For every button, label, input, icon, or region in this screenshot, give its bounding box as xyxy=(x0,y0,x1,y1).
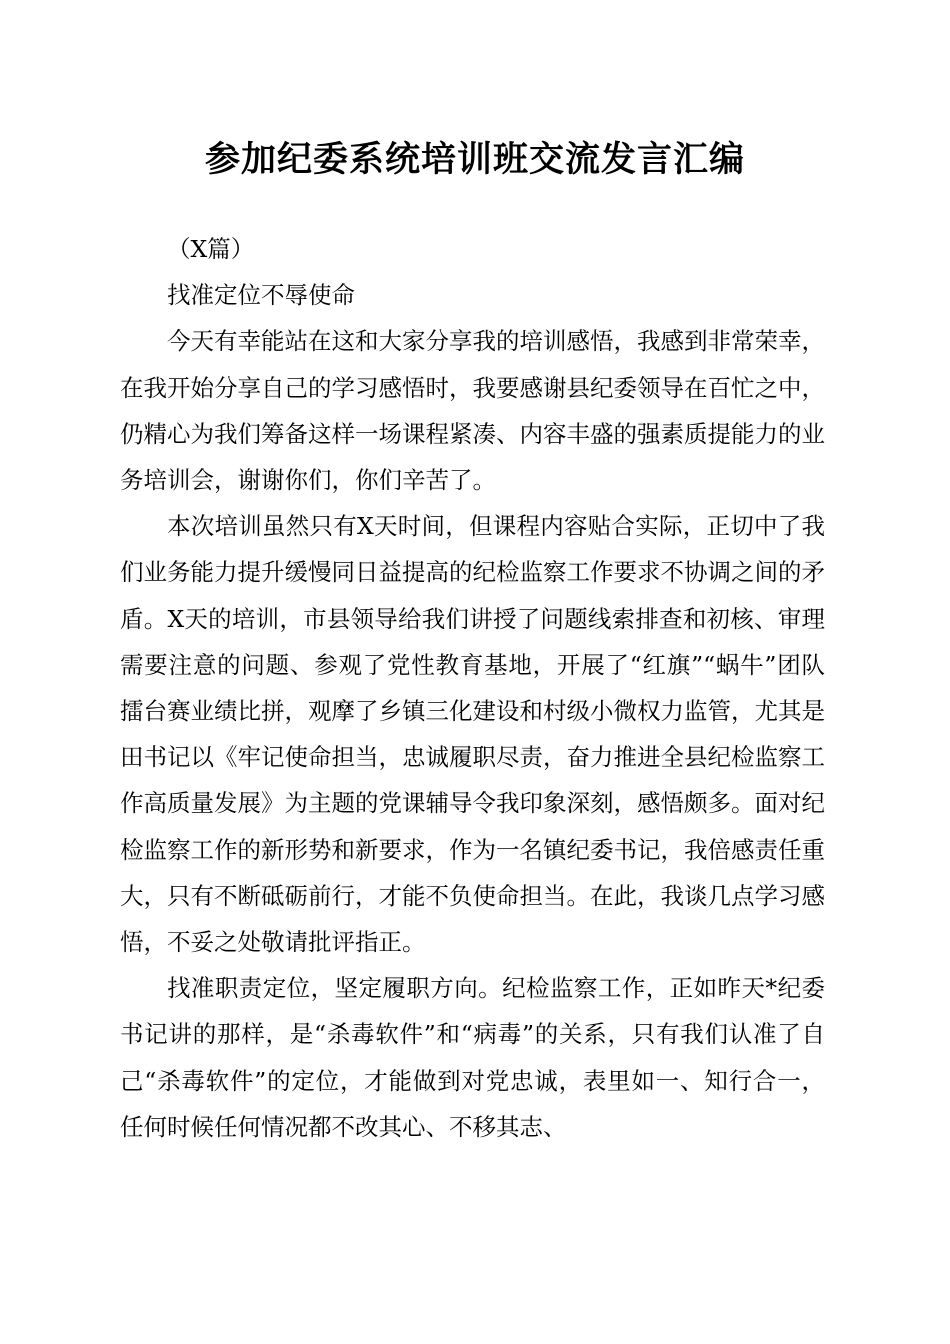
body-paragraph: 本次培训虽然只有X天时间，但课程内容贴合实际，正切中了我们业务能力提升缓慢同日益提高的纪检监察工作要求不协调之间的矛盾。X天的培训，市县领导给我们讲授了问题线索排查和初核、审理需要注意的问题、参观了党性教育基地，开展了“红旗”“蜗牛”团队擂台赛业绩比拼，观摩了乡镇三化建设和村级小微权力监管，尤其是田书记以《牢记使命担当，忠诚履职尽责，奋力推进全县纪检监察工作高质量发展》为主题的党课辅导令我印象深刻，感悟颇多。面对纪检监察工作的新形势和新要求，作为一名镇纪委书记，我倍感责任重大，只有不断砥砺前行，才能不负使命担当。在此，我谈几点学习感悟，不妥之处敬请批评指正。 xyxy=(120,512,825,957)
document-body xyxy=(120,226,825,1150)
speech-subtitle: 找准定位不辱使命 xyxy=(167,281,355,310)
section-count-note: （X篇） xyxy=(167,235,255,263)
body-paragraph: 今天有幸能站在这和大家分享我的培训感悟，我感到非常荣幸，在我开始分享自己的学习感悟时，我要感谢县纪委领导在百忙之中，仍精心为我们筹备这样一场课程紧凑、内容丰盛的强素质提能力的业务培训会，谢谢你们，你们辛苦了。 xyxy=(120,327,825,495)
body-paragraph: 找准职责定位，坚定履职方向。纪检监察工作，正如昨天*纪委书记讲的那样，是“杀毒软件”和“病毒”的关系，只有我们认准了自己“杀毒软件”的定位，才能做到对党忠诚，表里如一、知行合一，任何时候任何情况都不改其心、不移其志、 xyxy=(120,974,825,1141)
document-title: 参加纪委系统培训班交流发言汇编 xyxy=(204,139,745,180)
